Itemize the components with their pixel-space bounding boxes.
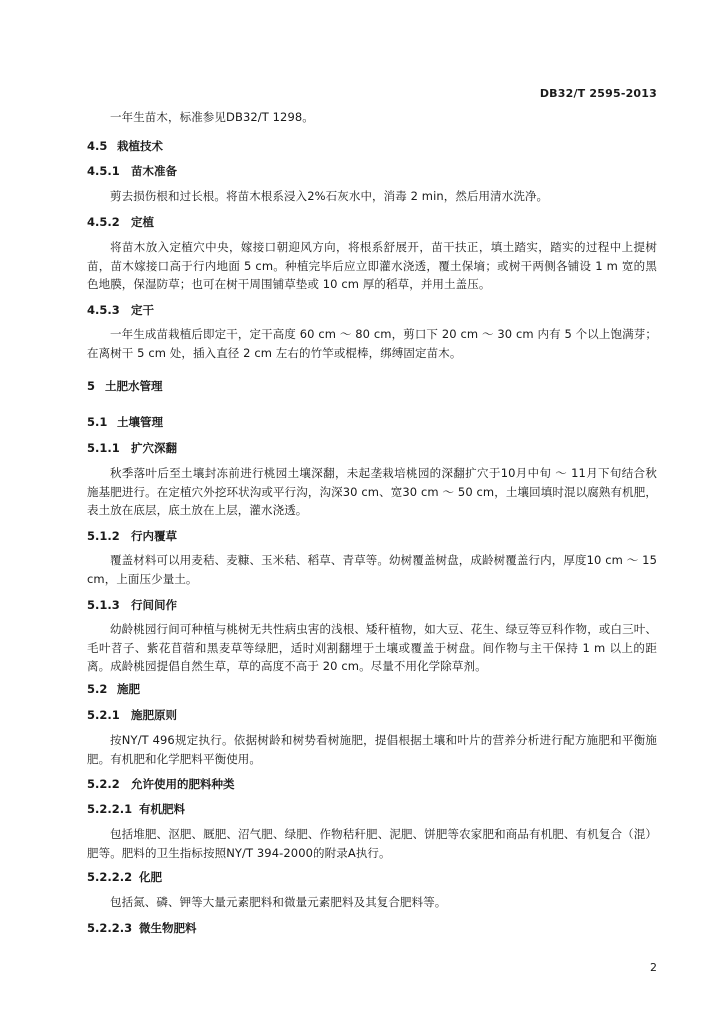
heading-number: 5.2.2.3: [87, 921, 133, 935]
heading-number: 5.2.1: [87, 708, 120, 722]
heading-5-1-2: [87, 528, 657, 544]
heading-4-5-2: [87, 214, 657, 230]
heading-number: 5.2.2.2: [87, 870, 133, 884]
heading-5-2-2-1: [87, 801, 657, 817]
paragraph-5-2-2-1: 包括堆肥、沤肥、厩肥、沼气肥、绿肥、作物秸秆肥、泥肥、饼肥等农家肥和商品有机肥、有机复合（混）肥等。肥料的卫生指标按照NY/T 394-2000的附录A执行。: [87, 827, 657, 860]
heading-title: 微生物肥料: [139, 921, 197, 935]
heading-5-1-1: [87, 440, 657, 456]
heading-4-5: [87, 138, 657, 154]
heading-title: 定植: [131, 215, 154, 229]
heading-number: 5.1.3: [87, 598, 120, 612]
paragraph-5-1-2: 覆盖材料可以用麦秸、麦糠、玉米秸、稻草、青草等。幼树覆盖树盘，成龄树覆盖行内，厚度10 cm ～ 15 cm，上面压少量土。: [87, 553, 657, 586]
heading-title: 施肥原则: [131, 708, 177, 722]
paragraph-intro: 一年生苗木，标准参见DB32/T 1298。: [110, 110, 314, 124]
heading-5: [87, 378, 657, 394]
paragraph-4-5-1: 剪去损伤根和过长根。将苗木根系浸入2%石灰水中，消毒 2 min，然后用清水洗净。: [110, 189, 549, 203]
heading-number: 5.1: [87, 415, 108, 429]
heading-title: 行间间作: [131, 598, 177, 612]
heading-title: 定干: [131, 303, 154, 317]
heading-title: 苗木准备: [131, 164, 177, 178]
paragraph-5-2-2-2: 包括氮、磷、钾等大量元素肥料和微量元素肥料及其复合肥料等。: [110, 895, 447, 909]
heading-number: 4.5.2: [87, 215, 120, 229]
heading-title: 化肥: [139, 870, 162, 884]
heading-number: 4.5.3: [87, 303, 120, 317]
page-number: 2: [650, 961, 657, 974]
heading-number: 4.5: [87, 139, 108, 153]
paragraph-5-1-3: 幼龄桃园行间可种植与桃树无共性病虫害的浅根、矮秆植物，如大豆、花生、绿豆等豆科作物，或白三叶、毛叶苕子、紫花苜蓿和黑麦草等绿肥，适时刈割翻埋于土壤或覆盖于树盘。间作物与主干保持 1 m 以上的距离。成龄桃园提倡自然生草，草的高度不高于 20 cm。尽量不用化学除草剂。: [87, 622, 657, 673]
heading-4-5-3: [87, 302, 657, 318]
heading-number: 5.2.2: [87, 777, 120, 791]
heading-5-2-2: [87, 776, 657, 792]
heading-title: 扩穴深翻: [131, 441, 177, 455]
heading-5-2: [87, 681, 657, 697]
standard-code: DB32/T 2595-2013: [539, 87, 657, 100]
heading-title: 行内覆草: [131, 529, 177, 543]
paragraph-4-5-3: 一年生成苗栽植后即定干，定干高度 60 cm ～ 80 cm，剪口下 20 cm ～ 30 cm 内有 5 个以上饱满芽；在离树干 5 cm 处，插入直径 2 cm 左右的竹竿或棍棒，绑缚固定苗木。: [87, 327, 657, 360]
paragraph-5-2-1: 按NY/T 496规定执行。依据树龄和树势看树施肥，提倡根据土壤和叶片的营养分析进行配方施肥和平衡施肥。有机肥和化学肥料平衡使用。: [87, 733, 657, 766]
paragraph-5-1-1: 秋季落叶后至土壤封冻前进行桃园土壤深翻，未起垄栽培桃园的深翻扩穴于10月中旬 ～ 11月下旬结合秋施基肥进行。在定植穴外挖环状沟或平行沟，沟深30 cm、宽30 cm ～ 50 cm，土壤回填时混以腐熟有机肥，表土放在底层，底土放在上层，灌水浇透。: [87, 466, 657, 517]
heading-number: 5.1.2: [87, 529, 120, 543]
heading-number: 5.2.2.1: [87, 802, 133, 816]
heading-number: 4.5.1: [87, 164, 120, 178]
heading-number: 5: [87, 379, 96, 393]
heading-5-1-3: [87, 597, 657, 613]
heading-number: 5.2: [87, 682, 108, 696]
heading-title: 允许使用的肥料种类: [131, 777, 235, 791]
heading-title: 有机肥料: [139, 802, 185, 816]
heading-5-2-1: [87, 707, 657, 723]
heading-title: 土肥水管理: [105, 379, 163, 393]
heading-title: 栽植技术: [117, 139, 163, 153]
heading-5-1: [87, 414, 657, 430]
heading-number: 5.1.1: [87, 441, 120, 455]
heading-5-2-2-2: [87, 869, 657, 885]
heading-title: 施肥: [117, 682, 140, 696]
heading-4-5-1: [87, 163, 657, 179]
paragraph-4-5-2: 将苗木放入定植穴中央，嫁接口朝迎风方向，将根系舒展开，苗干扶正，填土踏实，踏实的过程中上提树苗，苗木嫁接口高于行内地面 5 cm。种植完毕后应立即灌水浇透，覆土保墒；或树干两侧各铺设 1 m 宽的黑色地膜，保湿防草；也可在树干周围铺草垫或 10 cm 厚的稻草，并用土盖压。: [87, 240, 657, 291]
heading-5-2-2-3: [87, 920, 657, 936]
heading-title: 土壤管理: [117, 415, 163, 429]
